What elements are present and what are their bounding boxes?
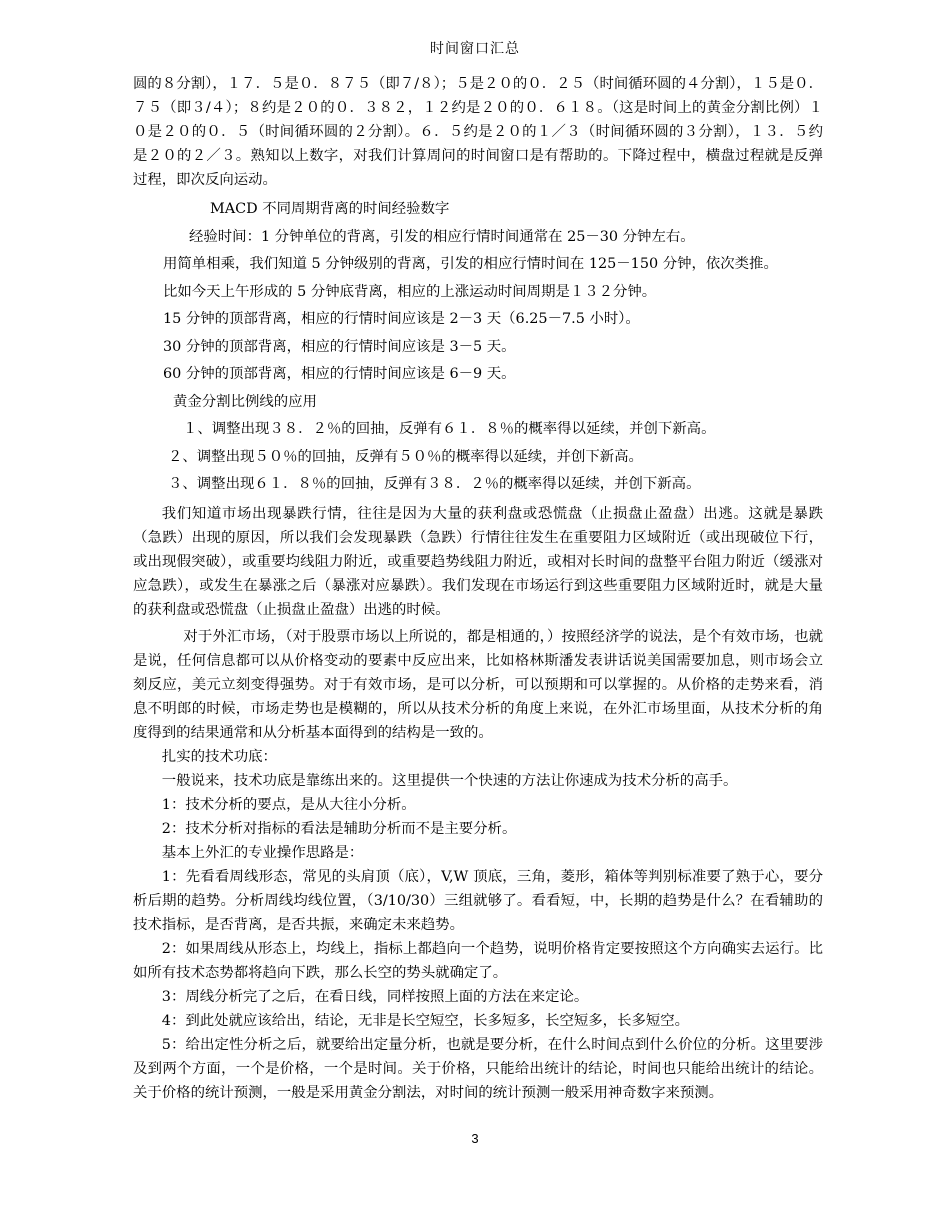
- paragraph-golden-ratio-time: 圆的８分割），１７．５是０．８７５（即７/８）；５是２０的０．２５（时间循环圆的４分割），１５是０．７５（即３/４）；８约是２０的０．３８２，１２约是２０的０．６１８。（这是时间上的黄金分割比例）１０是２０的０．５（时间循环圆的２分割）。６．５约是２０的１／３（时间循环圆的３分割），１３．５约是２０的２／３。熟知以上数字，对我们计算周问的时间窗口是有帮助的。下降过程中，横盘过程就是反弹过程，即次反向运动。: [133, 76, 823, 188]
- skill-line-4: 基本上外汇的专业操作思路是：: [161, 844, 364, 861]
- paragraph-crash: 我们知道市场出现暴跌行情，往往是因为大量的获利盘或恐慌盘（止损盘止盈盘）出逃。这就是暴跌（急跌）出现的原因，所以我们会发现暴跌（急跌）行情往往发生在重要阻力区域附近（或出现破位下行，或出现假突破），或重要均线阻力附近，或重要趋势线阻力附近，或相对长时间的盘整平台阻力附近（缓涨对应急跌），或发生在暴涨之后（暴涨对应暴跌）。我们发现在市场运行到这些重要阻力区域附近时，就是大量的获利盘或恐慌盘（止损盘止盈盘）出逃的时候。: [133, 505, 823, 618]
- heading-macd: MACD 不同周期背离的时间经验数字: [210, 201, 450, 217]
- macd-line-6: 60 分钟的顶部背离，相应的行情时间应该是 6－9 天。: [163, 366, 516, 382]
- macd-line-1: 经验时间：1 分钟单位的背离，引发的相应行情时间通常在 25－30 分钟左右。: [189, 228, 695, 245]
- macd-line-5: 30 分钟的顶部背离，相应的行情时间应该是 3－5 天。: [163, 338, 516, 355]
- golden-line-3: ３、调整出现６１．８％的回抽，反弹有３８．２％的概率得以延续，并创下新高。: [168, 476, 701, 492]
- document-body: [133, 72, 823, 1105]
- macd-line-4: 15 分钟的顶部背离，相应的行情时间应该是 2－3 天（6.25－7.5 小时）。: [163, 311, 640, 327]
- macd-line-2: 用简单相乘，我们知道 5 分钟级别的背离，引发的相应行情时间在 125－150 分钟，依次类推。: [163, 256, 778, 272]
- paragraph-forex: 对于外汇市场，（对于股票市场以上所说的，都是相通的，）按照经济学的说法，是个有效市场，也就是说，任何信息都可以从价格变动的要素中反应出来，比如格林斯潘发表讲话说美国需要加息，则市场会立刻反应，美元立刻变得强势。对于有效市场，是可以分析，可以预期和可以掌握的。从价格的走势来看，消息不明郎的时候，市场走势也是模糊的，所以从技术分析的角度上来说，在外汇市场里面，从技术分析的角度得到的结果通常和从分析基本面得到的结构是一致的。: [133, 628, 823, 741]
- step-3: 3：周线分析完了之后，在看日线，同样按照上面的方法在来定论。: [161, 988, 589, 1005]
- skill-line-1: 一般说来，技术功底是靠练出来的。这里提供一个快速的方法让你速成为技术分析的高手。: [161, 772, 738, 789]
- macd-line-3: 比如今天上午形成的 5 分钟底背离，相应的上涨运动时间周期是１３２分钟。: [163, 283, 657, 300]
- page-number: 3: [471, 1131, 479, 1146]
- step-5: 5：给出定性分析之后，就要给出定量分析，也就是要分析，在什么时间点到什么价位的分析。这里要涉及到两个方面，一个是价格，一个是时间。关于价格，只能给出统计的结论，时间也只能给出统计的结论。关于价格的统计预测，一般是采用黄金分割法，对时间的统计预测一般采用神奇数字来预测。: [133, 1036, 823, 1101]
- step-2: 2：如果周线从形态上，均线上，指标上都趋向一个趋势，说明价格肯定要按照这个方向确实去运行。比如所有技术态势都将趋向下跌，那么长空的势头就确定了。: [133, 940, 823, 981]
- golden-line-2: ２、调整出现５０％的回抽，反弹有５０％的概率得以延续，并创下新高。: [168, 448, 643, 465]
- golden-line-1: １、调整出现３８．２％的回抽，反弹有６１．８％的概率得以延续，并创下新高。: [183, 421, 716, 437]
- step-1: 1：先看看周线形态，常见的头肩顶（底），V,W 顶底，三角，菱形，箱体等判别标准要了熟于心，要分析后期的趋势。分析周线均线位置，（3/10/30）三组就够了。看看短，中，长期的趋势是什么？在看辅助的技术指标，是否背离，是否共振，来确定未来趋势。: [133, 868, 823, 933]
- page-header: 时间窗口汇总: [430, 41, 520, 57]
- heading-technical-skill: 扎实的技术功底：: [161, 748, 277, 765]
- skill-line-3: 2：技术分析对指标的看法是辅助分析而不是主要分析。: [161, 820, 517, 837]
- skill-line-2: 1：技术分析的要点，是从大往小分析。: [161, 796, 416, 813]
- step-4: 4：到此处就应该给出，结论，无非是长空短空，长多短多，长空短多，长多短空。: [161, 1012, 690, 1029]
- heading-golden-ratio: 黄金分割比例线的应用: [173, 393, 317, 410]
